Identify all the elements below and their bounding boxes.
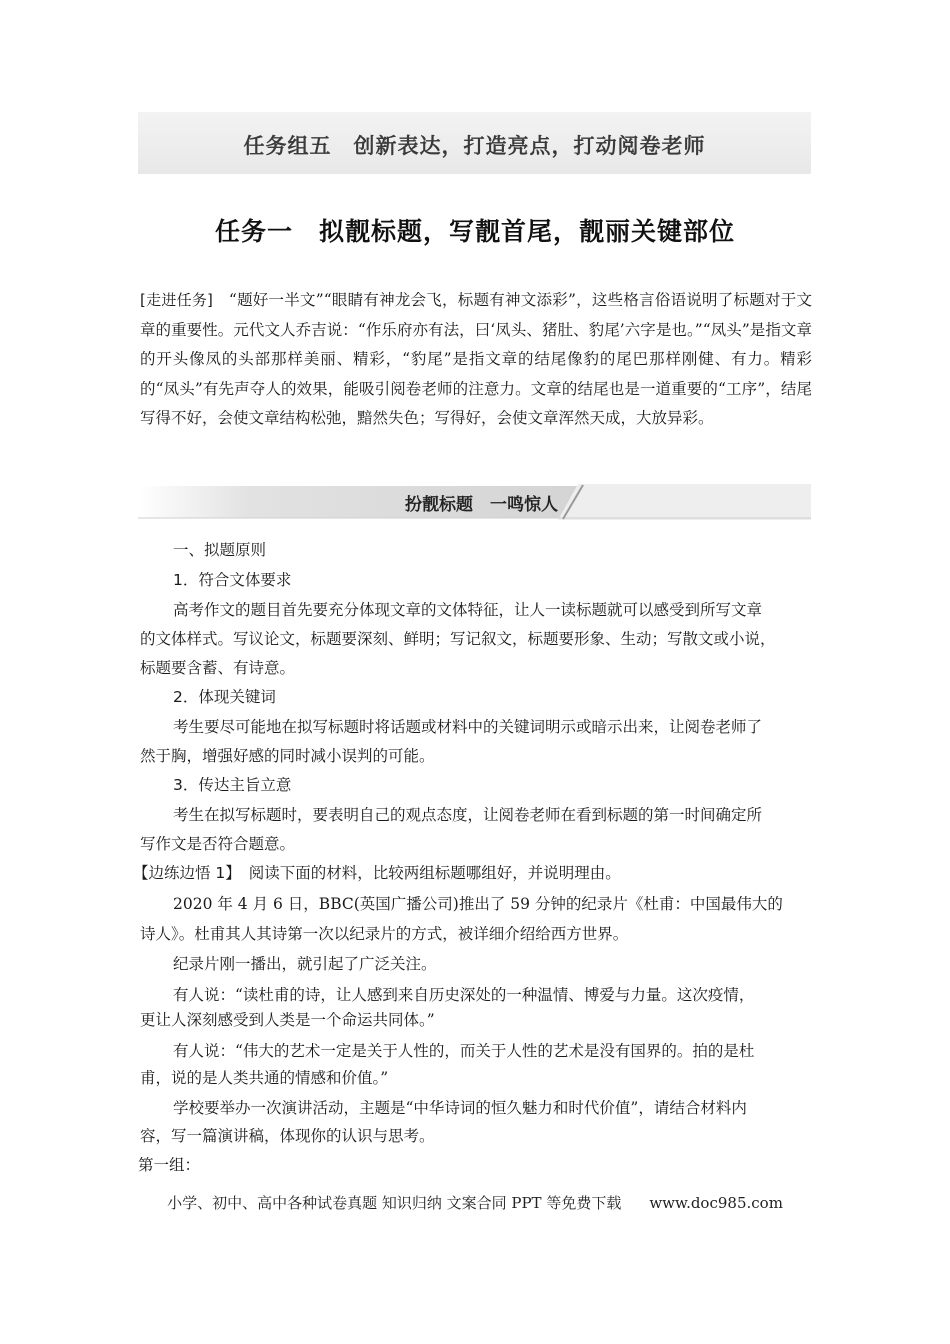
material-line: 容，写一篇演讲稿，体现你的认识与思考。 <box>140 1127 435 1145</box>
section-banner <box>138 484 811 520</box>
text-line: 考生要尽可能地在拟写标题时将话题或材料中的关键词明示或暗示出来，让阅卷老师了 <box>173 718 763 736</box>
intro-paragraph <box>140 286 812 434</box>
text-line: 标题要含蓄、有诗意。 <box>140 659 296 677</box>
subheading-2: 2．体现关键词 <box>173 688 276 706</box>
exercise-prompt <box>133 861 621 883</box>
subheading-3: 3．传达主旨立意 <box>173 776 292 794</box>
section-title: 扮靓标题 一鸣惊人 <box>405 495 558 515</box>
text-line: 高考作文的题目首先要充分体现文章的文体特征，让人一读标题就可以感受到所写文章 <box>173 601 763 619</box>
exercise-text: 阅读下面的材料，比较两组标题哪组好，并说明理由。 <box>248 864 621 882</box>
text-line: 然于胸，增强好感的同时减小误判的可能。 <box>140 747 435 765</box>
material-line: 学校要举办一次演讲活动，主题是“中华诗词的恒久魅力和时代价值”，请结合材料内 <box>173 1099 747 1117</box>
text-line: 的文体样式。写议论文，标题要深刻、鲜明；写记叙文，标题要形象、生动；写散文或小说， <box>140 630 776 648</box>
material-line: 甫，说的是人类共通的情感和价值。” <box>140 1069 389 1087</box>
material-line: 纪录片刚一播出，就引起了广泛关注。 <box>173 955 437 973</box>
task-title: 任务一 拟靓标题，写靓首尾，靓丽关键部位 <box>214 217 735 246</box>
text-line: 考生在拟写标题时，要表明自己的观点态度，让阅卷老师在看到标题的第一时间确定所 <box>173 806 763 824</box>
group-label: 第一组： <box>138 1156 201 1174</box>
material-line: 有人说：“伟大的艺术一定是关于人性的，而关于人性的艺术是没有国界的。拍的是杜 <box>173 1042 755 1060</box>
intro-text: “题好一半文”“眼睛有神龙会飞，标题有神文添彩”，这些格言俗语说明了标题对于文章的重要性。元代文人乔吉说：“作乐府亦有法，曰‘凤头、猪肚、豹尾’六字是也。”“凤头”是指文章的开头像凤的头部那样美丽、精彩，“豹尾”是指文章的结尾像豹的尾巴那样刚健、有力。精彩的“凤头”有先声夺人的效果，能吸引阅卷老师的注意力。文章的结尾也是一道重要的“工序”，结尾写得不好，会使文章结构松弛，黯然失色；写得好，会使文章浑然天成，大放异彩。 <box>140 291 812 428</box>
material-line: 有人说：“读杜甫的诗，让人感到来自历史深处的一种温情、博爱与力量。这次疫情， <box>173 986 755 1004</box>
group-title-banner <box>138 112 811 174</box>
footer-text: 小学、初中、高中各种试卷真题 知识归纳 文案合同 PPT 等免费下载 <box>167 1194 622 1212</box>
subheading-1: 1．符合文体要求 <box>173 571 292 589</box>
material-line: 2020 年 4 月 6 日，BBC(英国广播公司)推出了 59 分钟的纪录片《杜甫：中国最伟大的 <box>173 895 783 913</box>
footer-link[interactable]: www.doc985.com <box>649 1194 783 1212</box>
heading-principles: 一、拟题原则 <box>173 541 267 559</box>
material-line: 更让人深刻感受到人类是一个命运共同体。” <box>140 1011 435 1029</box>
group-title: 任务组五 创新表达，打造亮点，打动阅卷老师 <box>243 134 706 158</box>
exercise-label: 【边练边悟 1】 <box>133 864 241 882</box>
text-line: 写作文是否符合题意。 <box>140 835 296 853</box>
material-line: 诗人》。杜甫其人其诗第一次以纪录片的方式，被详细介绍给西方世界。 <box>140 925 629 943</box>
intro-label: [走进任务] <box>140 291 213 309</box>
page-footer <box>0 1192 950 1213</box>
